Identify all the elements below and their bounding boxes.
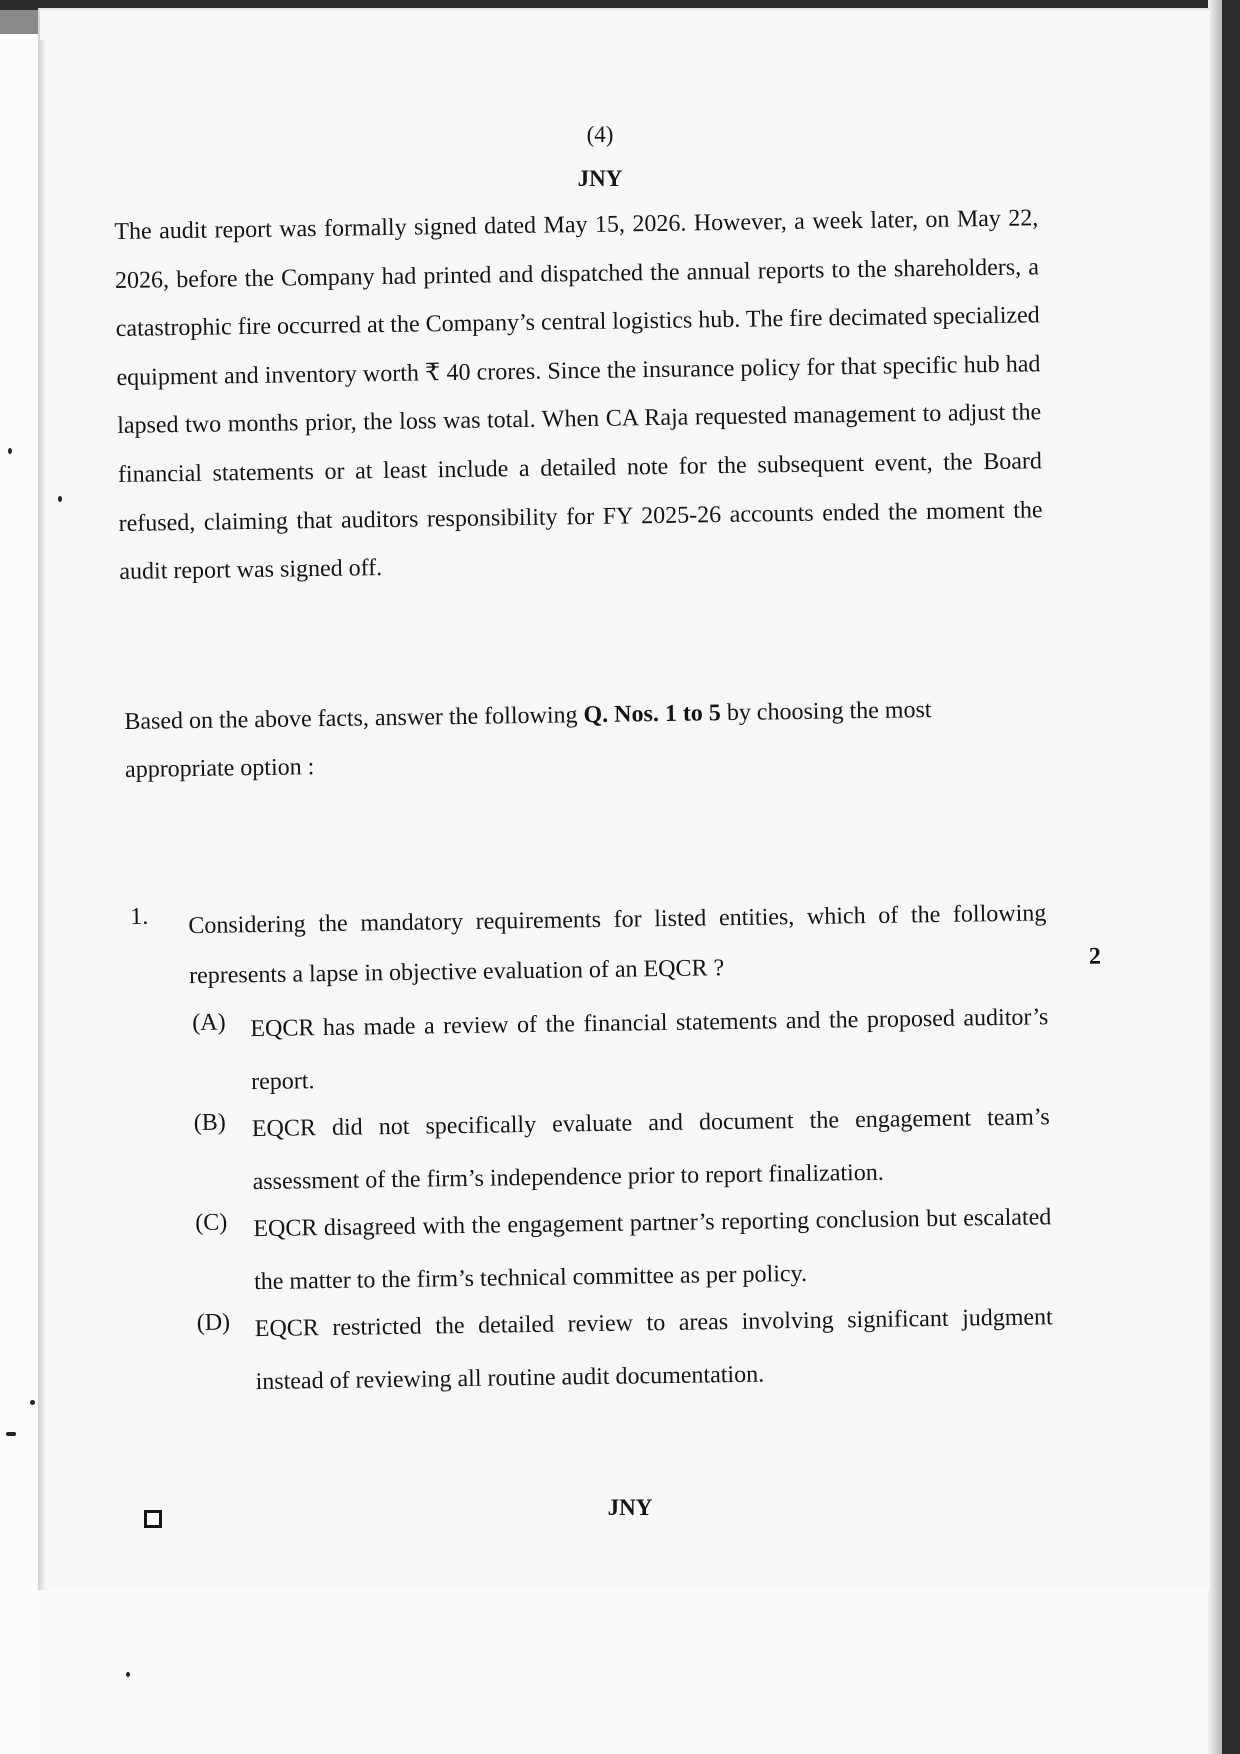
scan-speck <box>6 1432 16 1436</box>
instruction-after: by choosing the most appropriate option : <box>124 697 932 783</box>
footer-square-marker <box>144 1510 162 1528</box>
question-text: Considering the mandatory requirements for listed entities, which of the following represents a lapse in objective evaluation of an EQCR ? <box>188 900 1047 990</box>
answer-options <box>192 991 1064 1404</box>
option-b <box>193 1091 1060 1204</box>
scan-speck <box>30 1400 35 1405</box>
page-edge-shadow <box>1208 0 1222 1754</box>
option-text: EQCR disagreed with the engagement partner’s reporting conclusion but escalated the matter to the firm’s technical committee as per policy. <box>253 1204 1052 1296</box>
instruction-before: Based on the above facts, answer the following <box>124 702 584 735</box>
question-number: 1. <box>130 903 149 930</box>
option-label: (A) <box>192 1009 226 1036</box>
option-a <box>192 991 1059 1104</box>
option-label: (C) <box>195 1209 228 1236</box>
scanner-corner-shadow <box>0 10 38 34</box>
scan-speck <box>58 496 62 502</box>
option-text: EQCR did not specifically evaluate and document the engagement team’s assessment of the firm’s independence prior to report finalization. <box>251 1104 1050 1196</box>
case-passage <box>114 194 1044 596</box>
instruction-text <box>124 684 1041 794</box>
option-label: (D) <box>196 1309 231 1336</box>
page-lower-margin <box>38 1590 1208 1754</box>
option-c <box>195 1191 1062 1304</box>
page-number: (4) <box>586 122 614 147</box>
scanner-right-edge <box>1222 0 1240 1754</box>
option-d <box>196 1291 1063 1404</box>
option-text: EQCR restricted the detailed review to areas involving significant judgment instead of reviewing all routine audit documentation. <box>254 1304 1053 1396</box>
series-code-header: JNY <box>577 166 623 191</box>
option-text: EQCR has made a review of the financial statements and the proposed auditor’s report. <box>250 1004 1049 1096</box>
instruction-question-range: Q. Nos. 1 to 5 <box>583 700 722 729</box>
option-label: (B) <box>193 1109 226 1136</box>
passage-text: The audit report was formally signed dated May 15, 2026. However, a week later, on May 22, 2026, before the Company had printed and dispatched the annual reports to the shareholders, a catastrophic fire occurred at the Company’s central logistics hub. The fire decimated specialized equipment and inventory worth ₹ 40 crores. Since the insurance policy for that specific hub had lapsed two months prior, the loss was total. When CA Raja requested management to adjust the financial statements or at least include a detailed note for the subsequent event, the Board refused, claiming that auditors responsibility for FY 2025-26 accounts ended the moment the audit report was signed off. <box>114 205 1043 586</box>
scan-speck <box>8 448 12 454</box>
page-fold-shadow <box>40 40 46 1590</box>
scan-speck <box>126 1672 130 1677</box>
question-marks: 2 <box>1088 943 1102 970</box>
series-code-footer: JNY <box>607 1495 653 1520</box>
